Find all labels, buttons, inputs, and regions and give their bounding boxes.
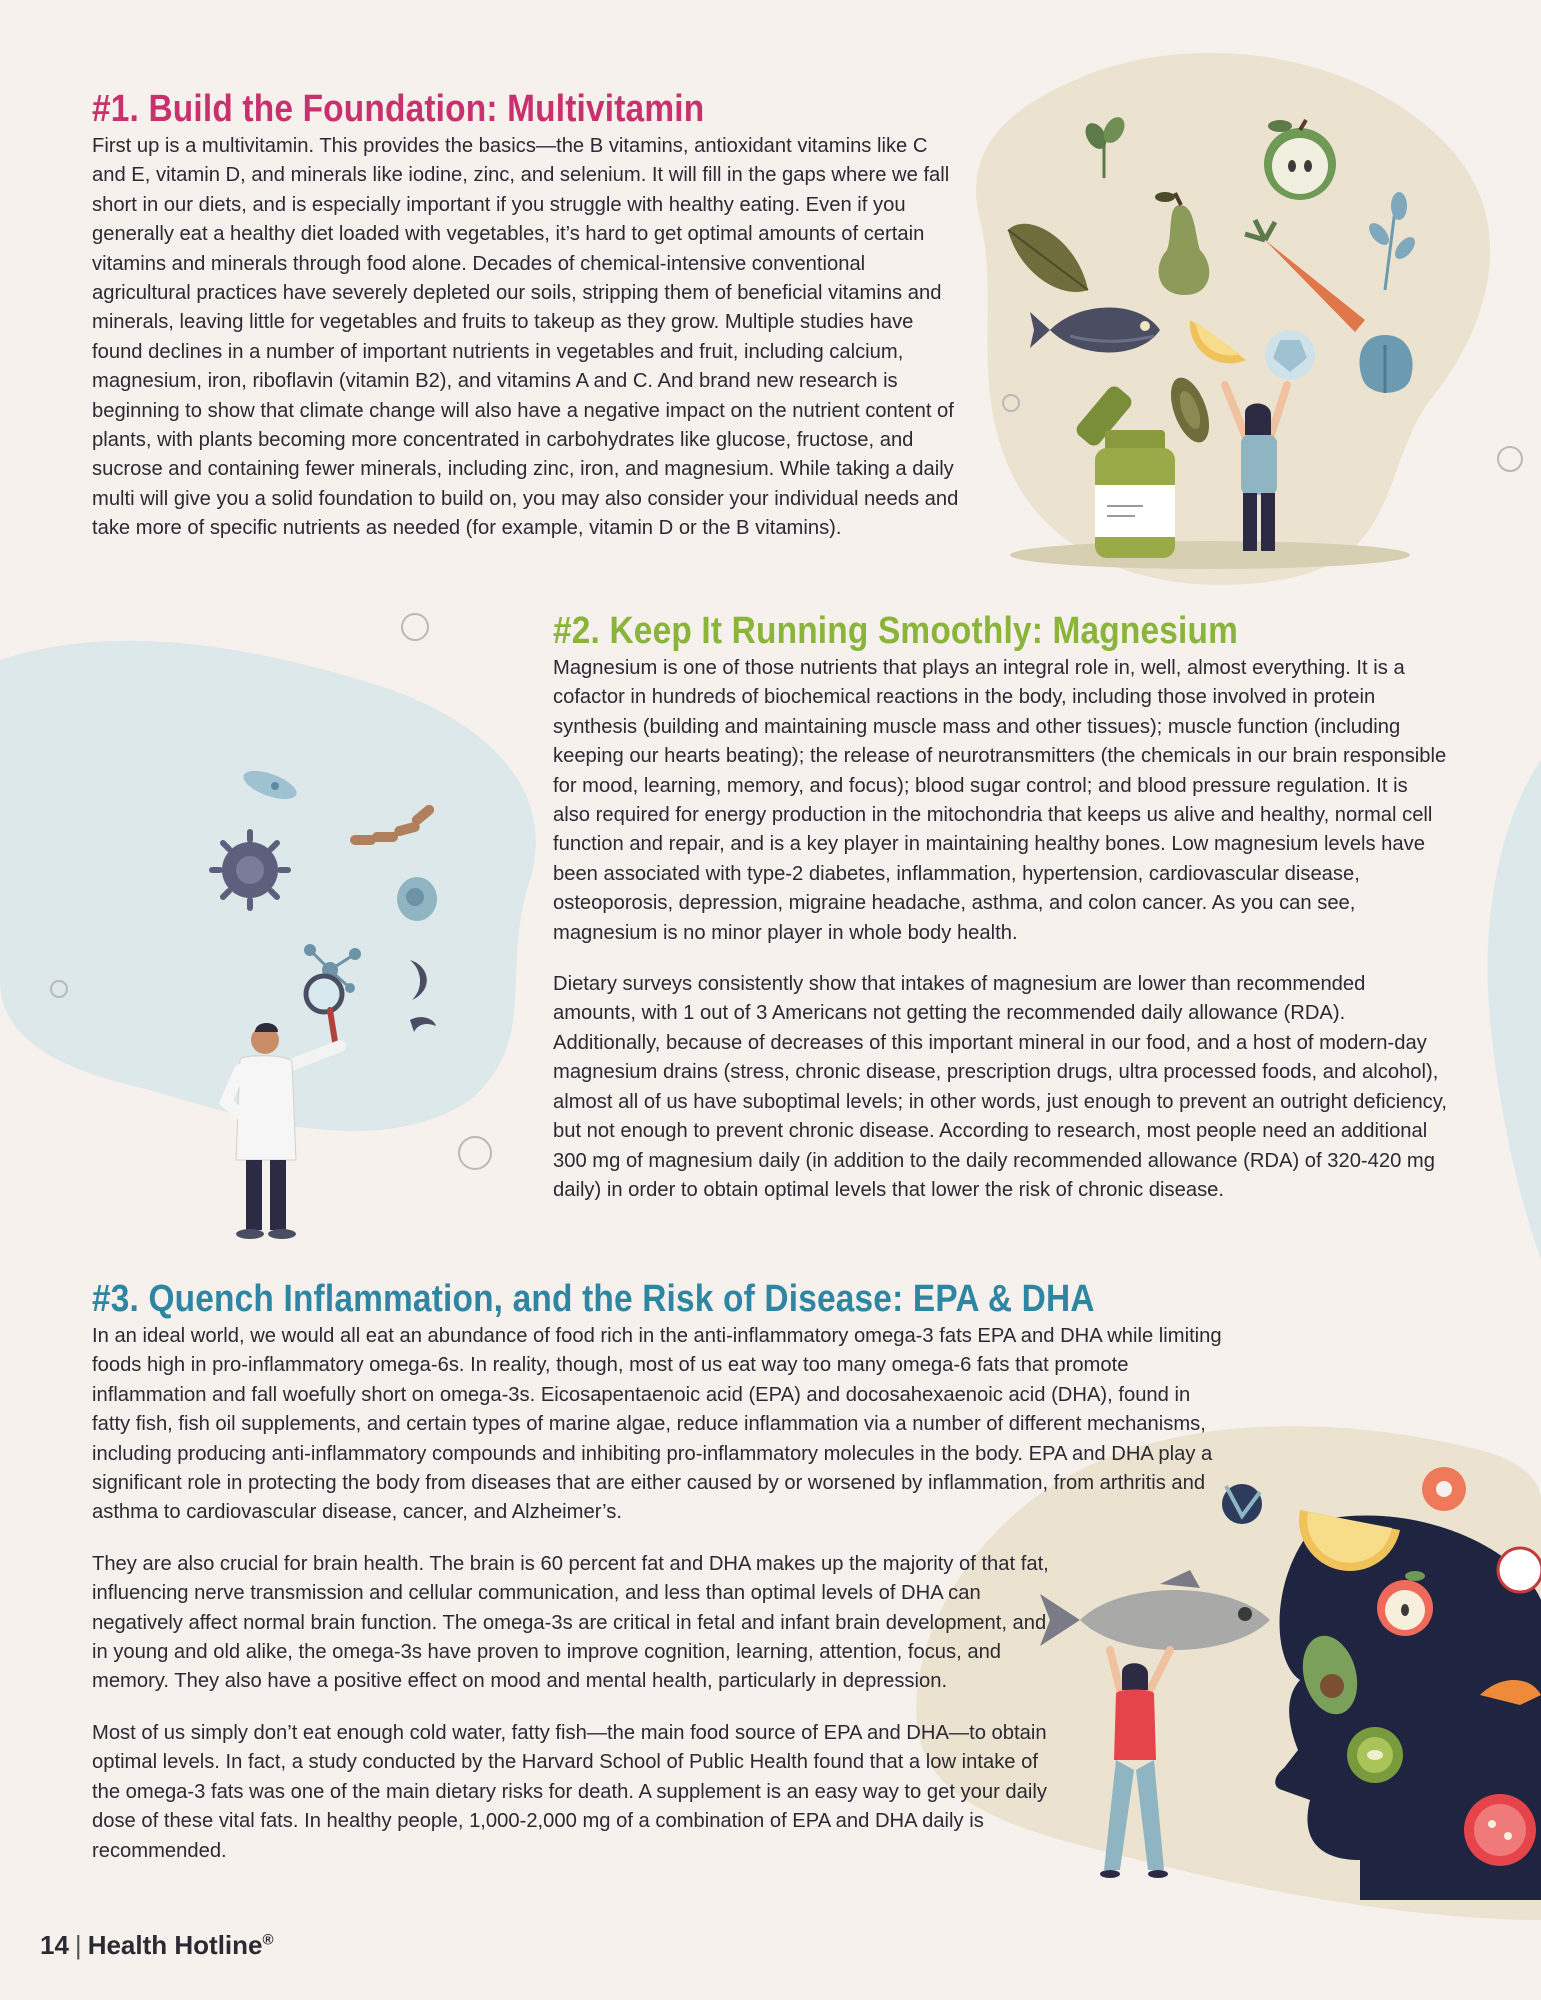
decorative-ring	[50, 980, 68, 998]
bacteria-icon	[240, 765, 300, 805]
tomato-icon	[1464, 1794, 1536, 1866]
scientist-icon	[226, 1023, 340, 1239]
blue-sprig-icon	[1365, 192, 1418, 290]
leaf-icon	[1008, 224, 1088, 292]
decorative-ring	[1497, 446, 1523, 472]
publication-name: Health Hotline	[87, 1930, 263, 1960]
check-badge-icon	[1222, 1484, 1262, 1524]
crescent-microbe-icon	[410, 960, 436, 1032]
kiwi-icon	[1347, 1727, 1403, 1783]
section-epa-dha	[92, 1276, 1222, 1866]
section-multivitamin	[92, 86, 962, 544]
section-paragraph: Most of us simply don’t eat enough cold water, fatty fish—the main food source of EPA and DHA—to obtain optimal levels. In fact, a study conducted by the Harvard School of Public Health found that a low intake of the omega-3 fats was one of the main dietary risks for death. A supplement is an easy way to get your daily dose of these vital fats. In healthy people, 1,000-2,000 mg of a combination of EPA and DHA daily is recommended.	[92, 1721, 1047, 1862]
section-paragraph: Magnesium is one of those nutrients that plays an integral role in, well, almost everything. It is a cofactor in hundreds of biochemical reactions in the body, including those involved in protein synthesis (building and maintaining muscle mass and other tissues); muscle function (including keeping our hearts beating); the release of neurotransmitters (the chemicals in our brain responsible for mood, learning, memory, and focus); blood sugar control; and blood pressure regulation. It is also required for energy production in the mitochondria that keeps us alive and healthy, normal cell function and repair, and is a key player in maintaining healthy bones. Low magnesium levels have been associated with type-2 diabetes, inflammation, hypertension, cardiovascular disease, osteoporosis, depression, migraine headache, asthma, and colon cancer. As you can see, magnesium is no minor player in whole body health.	[553, 657, 1447, 944]
carrot-icon	[1245, 220, 1365, 332]
cell-icon	[397, 877, 437, 921]
crystal-icon	[1265, 330, 1315, 380]
magnesium-illustration	[180, 760, 500, 1250]
footer-separator: |	[74, 1930, 82, 1960]
section-paragraph: Dietary surveys consistently show that intakes of magnesium are lower than recommended amounts, with 1 out of 3 Americans not getting the recommended daily allowance (RDA). Additionally, because of decreases of this important mineral in our food, and a host of modern-day magnesium drains (stress, chronic disease, prescription drugs, ultra processed foods, and alcohol), almost all of us have suboptimal levels; in other words, just enough to prevent an outright deficiency, but not enough to prevent chronic disease. According to research, most people need an additional 300 mg of magnesium daily (in addition to the daily recommended allowance (RDA) of 320-420 mg daily) in order to obtain optimal levels that lower the risk of chronic disease.	[553, 973, 1447, 1201]
section-title: #3. Quench Inflammation, and the Risk of Disease: EPA & DHA	[92, 1278, 1095, 1320]
registered-mark: ®	[262, 1931, 274, 1949]
page-footer	[40, 1930, 274, 1961]
lemon-slice-icon	[1190, 320, 1246, 363]
seed-icon	[1163, 373, 1216, 448]
lettuce-icon	[1359, 335, 1412, 393]
fish-icon	[1030, 308, 1160, 353]
section-paragraph: In an ideal world, we would all eat an abundance of food rich in the anti-inflammatory omega-3 fats EPA and DHA while limiting foods high in pro-inflammatory omega-6s. In reality, though, most of us eat way too many omega-6 fats that promote inflammation and fall woefully short on omega-3s. Eicosapentaenoic acid (EPA) and docosahexaenoic acid (DHA), found in fatty fish, fish oil supplements, and certain types of marine algae, reduce inflammation via a number of different mechanisms, including producing anti-inflammatory compounds and inhibiting pro-inflammatory molecules in the body. EPA and DHA play a significant role in protecting the body from diseases that are either caused by or worsened by inflammation, from arthritis and asthma to cardiovascular disease, cancer, and Alzheimer’s.	[92, 1325, 1222, 1524]
plate-icon	[1498, 1548, 1541, 1592]
section-title: #1. Build the Foundation: Multivitamin	[92, 88, 705, 130]
magnifier-icon	[306, 976, 342, 1048]
herb-sprig-icon	[1081, 113, 1129, 178]
virus-icon	[212, 832, 288, 908]
section-title: #2. Keep It Running Smoothly: Magnesium	[553, 610, 1239, 652]
section-paragraph: They are also crucial for brain health. The brain is 60 percent fat and DHA makes up the majority of that fat, influencing nerve transmission and cellular communication, and less than optimal levels of DHA can negatively affect normal brain function. The omega-3s are critical in fetal and infant brain development, and in young and old alike, the omega-3s have proven to improve cognition, learning, attention, focus, and memory. They also have a positive effect on mood and mental health, particularly in depression.	[92, 1552, 1049, 1693]
donut-icon	[1422, 1467, 1466, 1511]
apple-icon	[1264, 120, 1336, 200]
blob-section-2-right	[1480, 760, 1541, 1260]
section-magnesium	[553, 608, 1448, 1205]
supplement-jar-icon	[1095, 430, 1175, 558]
pear-icon	[1155, 192, 1209, 295]
page-number: 14	[40, 1930, 69, 1960]
person-arms-up-icon	[1225, 385, 1287, 551]
multivitamin-illustration	[990, 100, 1450, 580]
decorative-ring	[401, 613, 429, 641]
section-paragraph: First up is a multivitamin. This provides the basics—the B vitamins, antioxidant vitamins like C and E, vitamin D, and minerals like iodine, zinc, and selenium. It will fill in the gaps where we fall short in our diets, and is especially important if you struggle with healthy eating. Even if you generally eat a healthy diet loaded with vegetables, it’s hard to get optimal amounts of certain vitamins and minerals through food alone. Decades of chemical-intensive conventional agricultural practices have severely depleted our soils, stripping them of beneficial vitamins and minerals, leaving little for vegetables and fruits to takeup as they grow. Multiple studies have found declines in a number of important nutrients in vegetables and fruit, including calcium, magnesium, iron, riboflavin (vitamin B2), and vitamins A and C. And brand new research is beginning to show that climate change will also have a negative impact on the nutrient content of plants, with plants becoming more concentrated in carbohydrates like glucose, fructose, and sucrose and containing fewer minerals, including zinc, iron, and magnesium. While taking a daily multi will give you a solid foundation to build on, you may also consider your individual needs and take more of specific nutrients as needed (for example, vitamin D or the B vitamins).	[92, 135, 959, 540]
chain-bacteria-icon	[350, 803, 436, 845]
